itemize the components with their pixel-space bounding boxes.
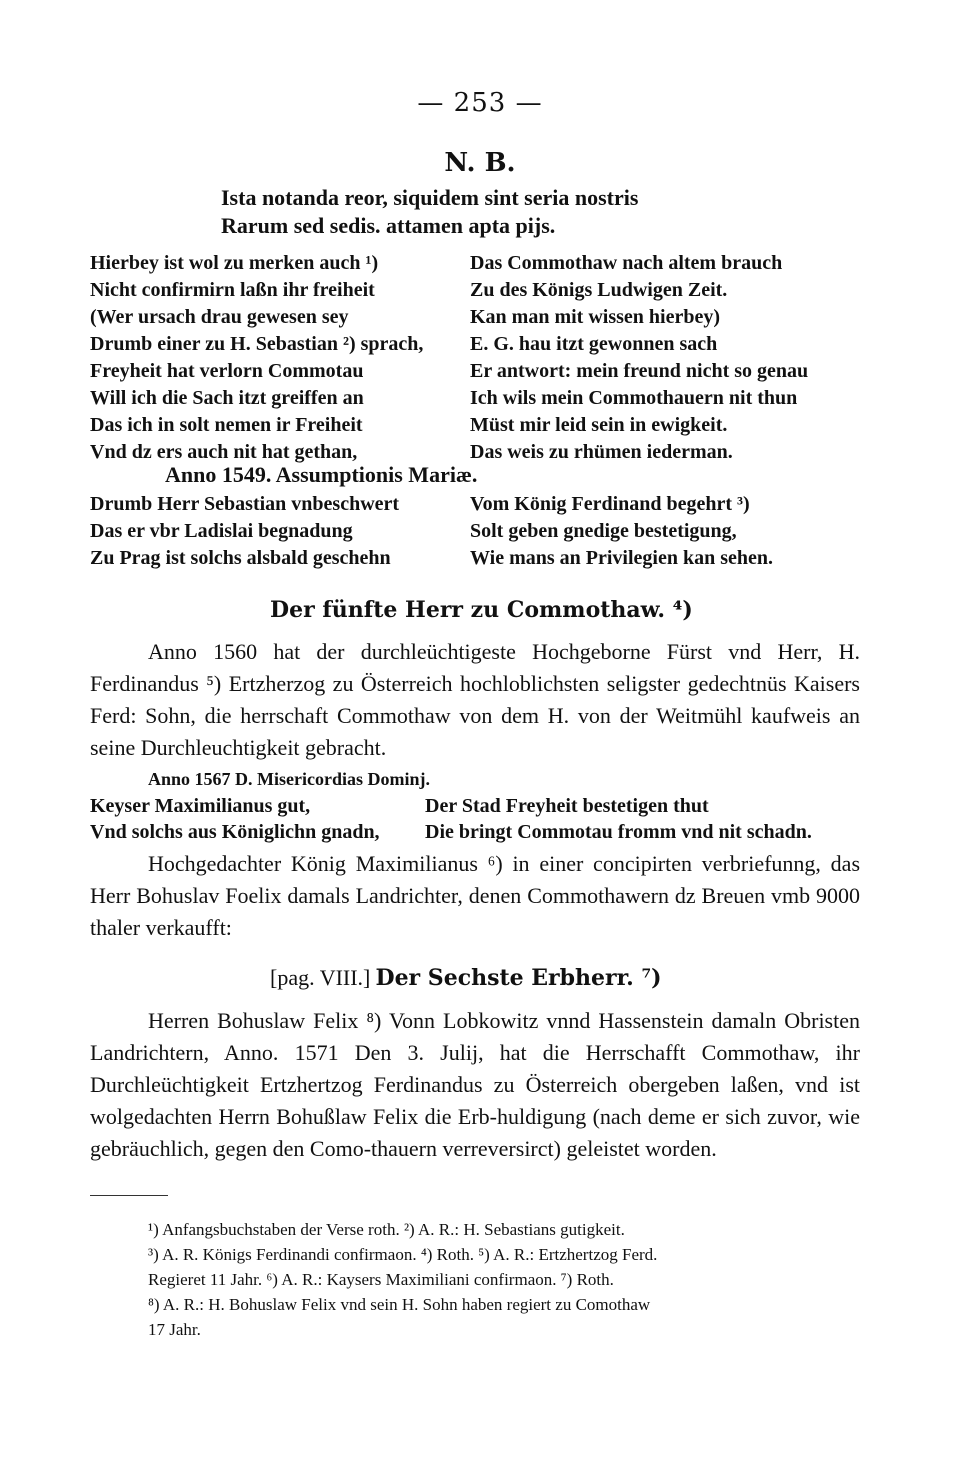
verse-right: Das weis zu rhümen iederman. xyxy=(470,441,733,463)
verse-right: Die bringt Commotau fromm vnd nit schadn. xyxy=(425,821,812,843)
footnote-line: 17 Jahr. xyxy=(148,1320,201,1339)
anno-1549: Anno 1549. Assumptionis Mariæ. xyxy=(165,462,478,487)
footnote-divider xyxy=(90,1195,168,1196)
verse-right: Zu des Königs Ludwigen Zeit. xyxy=(470,279,728,301)
anno-1567: Anno 1567 D. Misericordias Dominj. xyxy=(148,769,430,789)
verse-left: Drumb Herr Sebastian vnbeschwert xyxy=(90,493,400,515)
section-heading-fifth-lord: Der fünfte Herr zu Commothaw. ⁴) xyxy=(270,597,693,623)
verse-right: Der Stad Freyheit bestetigen thut xyxy=(425,795,709,817)
verse-right: E. G. hau itzt gewonnen sach xyxy=(470,333,718,355)
verse-right: Ich wils mein Commothauern nit thun xyxy=(470,387,798,409)
verse-left: Zu Prag ist solchs alsbald geschehn xyxy=(90,547,391,569)
verse-left: Freyheit hat verlorn Commotau xyxy=(90,360,364,382)
verse-left: (Wer ursach drau gewesen sey xyxy=(90,306,349,328)
verse-right: Müst mir leid sein in ewigkeit. xyxy=(470,414,728,436)
latin-line: Rarum sed sedis. attamen apta pijs. xyxy=(221,213,556,238)
verse-right: Das Commothaw nach altem brauch xyxy=(470,252,783,274)
footnote-line: Regieret 11 Jahr. ⁶) A. R.: Kaysers Maximiliani confirmaon. ⁷) Roth. xyxy=(148,1270,614,1289)
section-heading-sixth-title: Der Sechste Erbherr. ⁷) xyxy=(375,965,662,991)
verse-right: Vom König Ferdinand begehrt ³) xyxy=(470,493,750,515)
verse-left: Vnd solchs aus Königlichn gnadn, xyxy=(90,821,380,843)
verse-right: Solt geben gnedige bestetigung, xyxy=(470,520,737,542)
verse-left: Will ich die Sach itzt greiffen an xyxy=(90,387,364,409)
verse-left: Hierbey ist wol zu merken auch ¹) xyxy=(90,252,379,274)
footnote-line: ¹) Anfangsbuchstaben der Verse roth. ²) A. R.: H. Sebastians gutigkeit. xyxy=(148,1220,625,1239)
verse-left: Das ich in solt nemen ir Freiheit xyxy=(90,414,363,436)
paragraph-maximilian: Hochgedachter König Maximilianus ⁶) in einer concipirten verbriefunng, das Herr Bohuslav Foelix damals Landrichter, denen Commothawern dz Breuen vmb 9000 thaler verkaufft: xyxy=(90,851,860,940)
verse-right: Kan man mit wissen hierbey) xyxy=(470,306,720,328)
paragraph-1571: Herren Bohuslaw Felix ⁸) Vonn Lobkowitz vnnd Hassenstein damaln Obristen Landrichtern, Anno. 1571 Den 3. Julij, hat die Herrschafft Commothaw, ihr Durchleüchtigkeit Ertzhertzog Ferdinandus zu Österreich obergeben laßen, vnd ist wolgedachten Herrn Bohußlaw Felix die Erb-huldigung (nach deme er sich zuvor, wie gebräuchlich, gegen den Como-thauern verreversirct) geleistet worden. xyxy=(90,1008,860,1161)
nb-heading: N. B. xyxy=(444,148,516,178)
footnote-line: ⁸) A. R.: H. Bohuslaw Felix vnd sein H. Sohn haben regiert zu Comothaw xyxy=(148,1295,651,1314)
verse-left: Das er vbr Ladislai begnadung xyxy=(90,520,353,542)
latin-line: Ista notanda reor, siquidem sint seria nostris xyxy=(221,185,639,210)
footnote-line: ³) A. R. Königs Ferdinandi confirmaon. ⁴) Roth. ⁵) A. R.: Ertzhertzog Ferd. xyxy=(148,1245,658,1264)
page-reference: [pag. VIII.] xyxy=(270,965,371,990)
verse-right: Wie mans an Privilegien kan sehen. xyxy=(470,547,773,569)
paragraph-1560: Anno 1560 hat der durchleüchtigeste Hochgeborne Fürst vnd Herr, H. Ferdinandus ⁵) Ertzherzog zu Österreich hochloblichsten seligster gedechtnüs Kaisers Ferd: Sohn, die herrschaft Commothaw von dem H. von der Weitmühl kaufweis an seine Durchleuchtigkeit gebracht. xyxy=(90,639,860,760)
verse-right: Er antwort: mein freund nicht so genau xyxy=(470,360,809,382)
verse-left: Drumb einer zu H. Sebastian ²) sprach, xyxy=(90,333,424,355)
section-heading-sixth-lord xyxy=(270,965,662,991)
verse-left: Nicht confirmirn laßn ihr freiheit xyxy=(90,279,375,301)
verse-left: Vnd dz ers auch nit hat gethan, xyxy=(90,441,358,463)
page-number: — 253 — xyxy=(417,88,543,118)
verse-left: Keyser Maximilianus gut, xyxy=(90,795,311,817)
